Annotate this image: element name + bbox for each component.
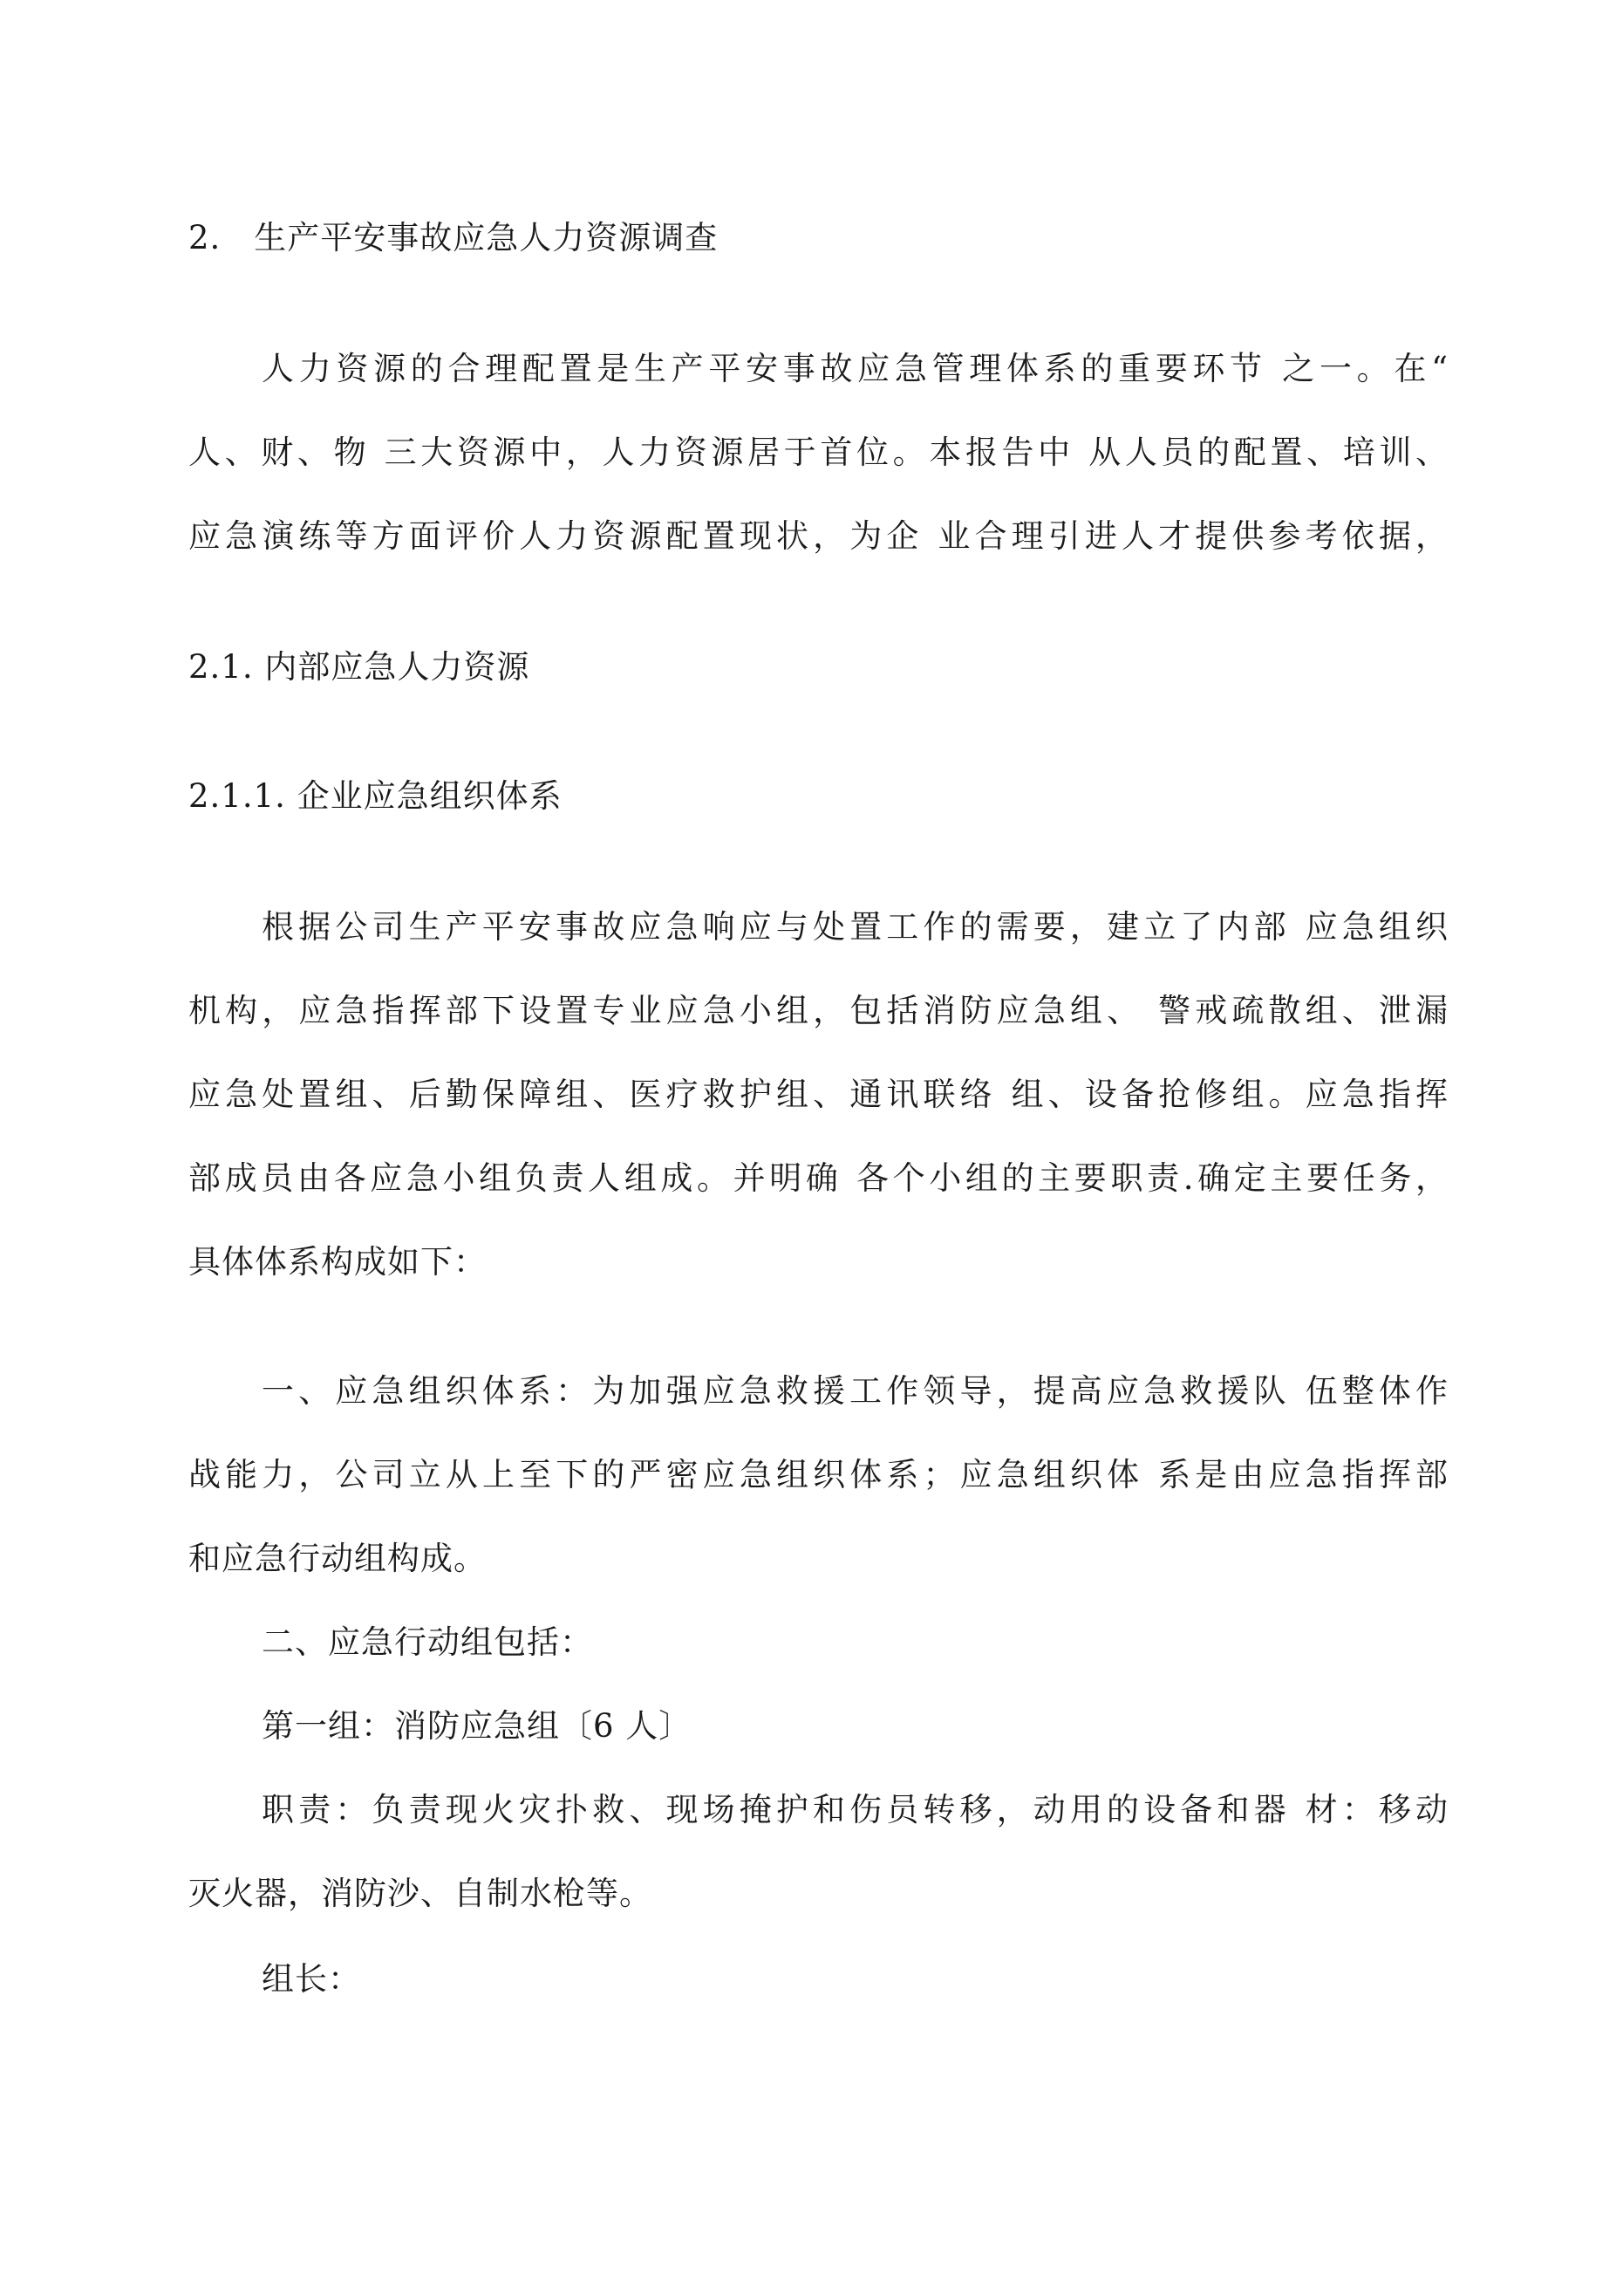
paragraph-line: 根据公司生产平安事故应急响应与处置工作的需要，建立了内部 应急组织 <box>262 908 1449 946</box>
paragraph-line: 组长： <box>262 1960 361 1998</box>
section-heading-2-1-1: 2.1.1. 企业应急组织体系 <box>188 777 563 815</box>
section-heading-2-1: 2.1. 内部应急人力资源 <box>188 648 530 686</box>
paragraph-line: 职责：负责现火灾扑救、现场掩护和伤员转移，动用的设备和器 材：移动 <box>262 1791 1449 1828</box>
paragraph-line: 和应急行动组构成。 <box>188 1540 487 1577</box>
paragraph-line: 具体体系构成如下： <box>188 1243 487 1281</box>
paragraph-line: 一、应急组织体系：为加强应急救援工作领导，提高应急救援队 伍整体作 <box>262 1372 1449 1410</box>
paragraph-line: 人、财、物 三大资源中，人力资源居于首位。本报告中 从人员的配置、培训、 <box>188 434 1449 471</box>
paragraph-line: 人力资源的合理配置是生产平安事故应急管理体系的重要环节 之一。在“ <box>262 350 1449 387</box>
paragraph-line: 战能力，公司立从上至下的严密应急组织体系；应急组织体 系是由应急指挥部 <box>188 1456 1449 1493</box>
paragraph-line: 部成员由各应急小组负责人组成。并明确 各个小组的主要职责.确定主要任务， <box>188 1159 1449 1197</box>
paragraph-line: 应急处置组、后勤保障组、医疗救护组、通讯联络 组、设备抢修组。应急指挥 <box>188 1076 1449 1113</box>
paragraph-line: 第一组：消防应急组〔6 人〕 <box>262 1707 692 1745</box>
section-heading-2: 2. 生产平安事故应急人力资源调查 <box>188 219 719 256</box>
paragraph-line: 灭火器，消防沙、自制水枪等。 <box>188 1875 652 1912</box>
paragraph-line: 应急演练等方面评价人力资源配置现状，为企 业合理引进人才提供参考依据， <box>188 517 1449 555</box>
paragraph-line: 二、应急行动组包括： <box>262 1623 593 1661</box>
paragraph-line: 机构，应急指挥部下设置专业应急小组，包括消防应急组、 警戒疏散组、泄漏 <box>188 992 1449 1029</box>
